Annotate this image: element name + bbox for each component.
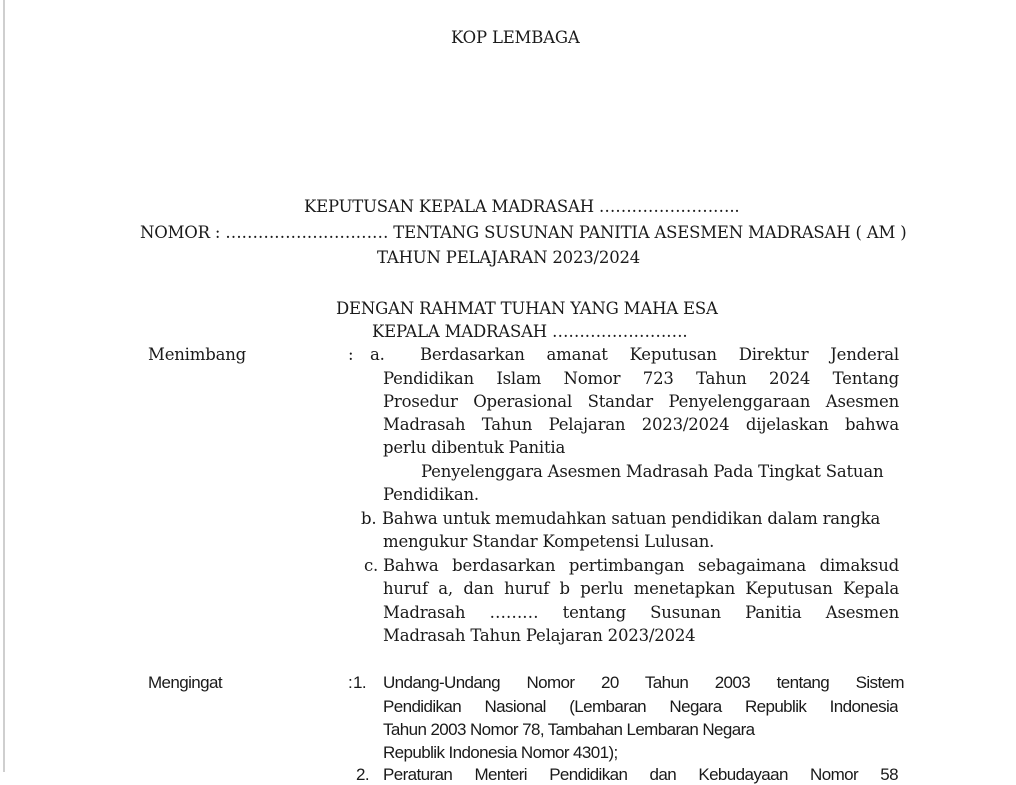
item-line: Republik Indonesia Nomor 4301);: [383, 743, 618, 762]
item-marker: a.: [370, 345, 385, 364]
item-line: mengukur Standar Kompetensi Lulusan.: [383, 532, 715, 551]
kop-lembaga: KOP LEMBAGA: [451, 28, 580, 47]
item-marker: 2.: [356, 765, 369, 784]
item-line: Bahwa untuk memudahkan satuan pendidikan dalam rangka: [382, 509, 881, 528]
item-line: Berdasarkan amanat Keputusan Direktur Jenderal: [420, 345, 899, 364]
title-line-3: TAHUN PELAJARAN 2023/2024: [377, 248, 641, 267]
menimbang-label: Menimbang: [148, 345, 246, 364]
page-left-edge: [3, 0, 5, 772]
item-line: Prosedur Operasional Standar Penyelenggaraan Asesmen: [383, 392, 899, 411]
item-marker: b.: [361, 509, 377, 528]
item-line: perlu dibentuk Panitia: [383, 438, 566, 457]
item-line: Pendidikan Nasional (Lembaran Negara Republik Indonesia: [383, 697, 898, 716]
item-marker: 1.: [353, 673, 366, 692]
item-line: Madrasah ……… tentang Susunan Panitia Asesmen: [383, 603, 899, 622]
item-line: Bahwa berdasarkan pertimbangan sebagaimana dimaksud: [383, 556, 899, 575]
item-line: Penyelenggara Asesmen Madrasah Pada Tingkat Satuan: [421, 462, 884, 481]
mengingat-label: Mengingat: [148, 673, 222, 692]
item-line: huruf a, dan huruf b perlu menetapkan Keputusan Kepala: [383, 579, 899, 598]
item-line: Undang-Undang Nomor 20 Tahun 2003 tentang Sistem: [383, 673, 904, 692]
item-line: Madrasah Tahun Pelajaran 2023/2024: [383, 626, 696, 645]
title-line-1: KEPUTUSAN KEPALA MADRASAH ……………………..: [304, 197, 740, 216]
item-marker: c.: [364, 556, 379, 575]
item-line: Pendidikan Islam Nomor 723 Tahun 2024 Tentang: [383, 369, 899, 388]
mengingat-colon: :: [348, 673, 353, 692]
item-line: Peraturan Menteri Pendidikan dan Kebudayaan Nomor 58: [383, 765, 898, 784]
menimbang-colon: :: [348, 345, 354, 364]
preamble-line-2: KEPALA MADRASAH …………………….: [372, 322, 688, 341]
preamble-line-1: DENGAN RAHMAT TUHAN YANG MAHA ESA: [336, 299, 718, 318]
item-line: Tahun 2003 Nomor 78, Tambahan Lembaran Negara: [383, 720, 755, 739]
item-line: Pendidikan.: [383, 485, 479, 504]
title-line-2: NOMOR : ………………………… TENTANG SUSUNAN PANITIA ASESMEN MADRASAH ( AM ): [140, 223, 907, 242]
item-line: Madrasah Tahun Pelajaran 2023/2024 dijelaskan bahwa: [383, 415, 899, 434]
